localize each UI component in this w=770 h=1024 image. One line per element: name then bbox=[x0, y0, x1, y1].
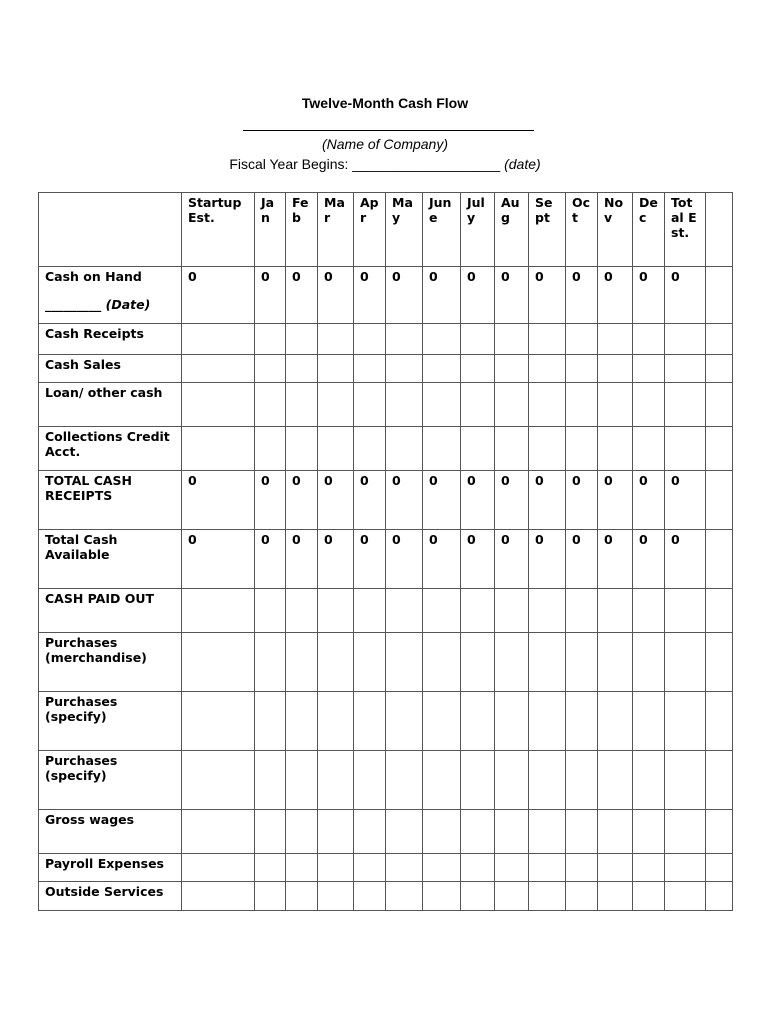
value-cell[interactable] bbox=[529, 751, 566, 810]
value-cell[interactable] bbox=[665, 633, 706, 692]
value-cell[interactable] bbox=[529, 854, 566, 882]
value-cell[interactable] bbox=[566, 324, 598, 355]
fiscal-year-date: (date) bbox=[504, 156, 541, 172]
row-label: Purchases (merchandise) bbox=[39, 633, 182, 692]
value-cell[interactable] bbox=[706, 854, 733, 882]
fiscal-year-label: Fiscal Year Begins: ___________________ bbox=[229, 156, 505, 172]
value-cell[interactable] bbox=[255, 324, 286, 355]
value-cell[interactable] bbox=[286, 427, 318, 471]
value-cell[interactable] bbox=[182, 882, 255, 911]
value-cell[interactable] bbox=[706, 633, 733, 692]
value-cell[interactable] bbox=[461, 692, 495, 751]
table-row bbox=[39, 589, 733, 633]
value-cell[interactable]: 0 bbox=[495, 267, 529, 324]
value-cell[interactable] bbox=[598, 692, 633, 751]
value-cell[interactable] bbox=[633, 882, 665, 911]
header-cell: Startup Est. bbox=[182, 193, 255, 267]
value-cell[interactable] bbox=[461, 882, 495, 911]
value-cell[interactable] bbox=[633, 692, 665, 751]
value-cell[interactable] bbox=[286, 355, 318, 383]
row-label: Loan/ other cash bbox=[39, 383, 182, 427]
value-cell[interactable] bbox=[598, 324, 633, 355]
value-cell[interactable] bbox=[423, 324, 461, 355]
value-cell[interactable] bbox=[529, 383, 566, 427]
value-cell[interactable] bbox=[423, 427, 461, 471]
row-label bbox=[39, 267, 182, 324]
value-cell[interactable]: 0 bbox=[354, 471, 386, 530]
table-row bbox=[39, 633, 733, 692]
value-cell[interactable] bbox=[665, 589, 706, 633]
value-cell[interactable]: 0 bbox=[495, 530, 529, 589]
row-label: Cash Receipts bbox=[39, 324, 182, 355]
value-cell[interactable] bbox=[665, 882, 706, 911]
value-cell[interactable] bbox=[529, 427, 566, 471]
value-cell[interactable]: 0 bbox=[182, 267, 255, 324]
value-cell[interactable] bbox=[566, 882, 598, 911]
value-cell[interactable] bbox=[706, 882, 733, 911]
value-cell[interactable] bbox=[318, 427, 354, 471]
value-cell[interactable] bbox=[495, 633, 529, 692]
value-cell[interactable] bbox=[386, 589, 423, 633]
value-cell[interactable] bbox=[386, 427, 423, 471]
value-cell[interactable] bbox=[354, 692, 386, 751]
value-cell[interactable] bbox=[255, 810, 286, 854]
value-cell[interactable] bbox=[665, 751, 706, 810]
value-cell[interactable] bbox=[566, 589, 598, 633]
value-cell[interactable] bbox=[461, 427, 495, 471]
value-cell[interactable] bbox=[255, 882, 286, 911]
table-row bbox=[39, 530, 733, 589]
value-cell[interactable]: 0 bbox=[286, 471, 318, 530]
value-cell[interactable] bbox=[566, 633, 598, 692]
value-cell[interactable] bbox=[255, 751, 286, 810]
value-cell[interactable] bbox=[598, 383, 633, 427]
date-blank: _________ bbox=[45, 297, 102, 312]
value-cell[interactable] bbox=[182, 633, 255, 692]
value-cell[interactable] bbox=[423, 383, 461, 427]
value-cell[interactable] bbox=[354, 383, 386, 427]
value-cell[interactable]: 0 bbox=[286, 267, 318, 324]
value-cell[interactable]: 0 bbox=[598, 471, 633, 530]
value-cell[interactable] bbox=[495, 355, 529, 383]
value-cell[interactable] bbox=[529, 882, 566, 911]
value-cell[interactable] bbox=[318, 882, 354, 911]
value-cell[interactable] bbox=[495, 589, 529, 633]
value-cell[interactable]: 0 bbox=[529, 530, 566, 589]
value-cell[interactable] bbox=[461, 383, 495, 427]
value-cell[interactable] bbox=[706, 324, 733, 355]
value-cell[interactable] bbox=[665, 355, 706, 383]
value-cell[interactable] bbox=[354, 355, 386, 383]
value-cell[interactable] bbox=[529, 633, 566, 692]
table-row bbox=[39, 355, 733, 383]
header-cell bbox=[39, 193, 182, 267]
value-cell[interactable] bbox=[598, 427, 633, 471]
header-cell: Feb bbox=[286, 193, 318, 267]
value-cell[interactable] bbox=[182, 324, 255, 355]
value-cell[interactable] bbox=[286, 751, 318, 810]
value-cell[interactable]: 0 bbox=[529, 471, 566, 530]
value-cell[interactable] bbox=[461, 633, 495, 692]
value-cell[interactable] bbox=[633, 324, 665, 355]
value-cell[interactable] bbox=[461, 854, 495, 882]
value-cell[interactable]: 0 bbox=[354, 267, 386, 324]
value-cell[interactable]: 0 bbox=[461, 530, 495, 589]
header-cell: May bbox=[386, 193, 423, 267]
value-cell[interactable] bbox=[386, 324, 423, 355]
value-cell[interactable] bbox=[386, 810, 423, 854]
table-row bbox=[39, 427, 733, 471]
value-cell[interactable] bbox=[495, 882, 529, 911]
value-cell[interactable] bbox=[495, 751, 529, 810]
row-label: Purchases (specify) bbox=[39, 751, 182, 810]
value-cell[interactable] bbox=[354, 633, 386, 692]
header-cell: Dec bbox=[633, 193, 665, 267]
value-cell[interactable] bbox=[706, 589, 733, 633]
value-cell[interactable]: 0 bbox=[633, 530, 665, 589]
value-cell[interactable]: 0 bbox=[423, 530, 461, 589]
value-cell[interactable] bbox=[354, 324, 386, 355]
value-cell[interactable] bbox=[633, 633, 665, 692]
value-cell[interactable] bbox=[529, 692, 566, 751]
value-cell[interactable] bbox=[255, 355, 286, 383]
value-cell[interactable] bbox=[706, 692, 733, 751]
value-cell[interactable] bbox=[318, 324, 354, 355]
table-row bbox=[39, 692, 733, 751]
value-cell[interactable] bbox=[255, 383, 286, 427]
value-cell[interactable] bbox=[286, 324, 318, 355]
value-cell[interactable] bbox=[461, 324, 495, 355]
table-row bbox=[39, 810, 733, 854]
value-cell[interactable] bbox=[633, 427, 665, 471]
header-row bbox=[39, 193, 733, 267]
value-cell[interactable] bbox=[286, 383, 318, 427]
value-cell[interactable] bbox=[495, 810, 529, 854]
value-cell[interactable]: 0 bbox=[255, 267, 286, 324]
value-cell[interactable] bbox=[423, 355, 461, 383]
value-cell[interactable]: 0 bbox=[665, 471, 706, 530]
value-cell[interactable] bbox=[566, 810, 598, 854]
row-label: CASH PAID OUT bbox=[39, 589, 182, 633]
value-cell[interactable] bbox=[633, 383, 665, 427]
value-cell[interactable] bbox=[495, 324, 529, 355]
value-cell[interactable] bbox=[182, 810, 255, 854]
value-cell[interactable] bbox=[423, 692, 461, 751]
value-cell[interactable] bbox=[318, 692, 354, 751]
value-cell[interactable]: 0 bbox=[286, 530, 318, 589]
value-cell[interactable]: 0 bbox=[633, 471, 665, 530]
value-cell[interactable]: 0 bbox=[529, 267, 566, 324]
value-cell[interactable] bbox=[706, 471, 733, 530]
cash-flow-table bbox=[38, 192, 733, 911]
header-cell: Apr bbox=[354, 193, 386, 267]
value-cell[interactable]: 0 bbox=[423, 267, 461, 324]
value-cell[interactable] bbox=[386, 383, 423, 427]
table-row bbox=[39, 854, 733, 882]
value-cell[interactable] bbox=[386, 633, 423, 692]
value-cell[interactable] bbox=[182, 692, 255, 751]
value-cell[interactable] bbox=[354, 751, 386, 810]
table-row bbox=[39, 324, 733, 355]
value-cell[interactable] bbox=[598, 882, 633, 911]
value-cell[interactable] bbox=[255, 633, 286, 692]
row-label: TOTAL CASH RECEIPTS bbox=[39, 471, 182, 530]
value-cell[interactable] bbox=[354, 882, 386, 911]
value-cell[interactable]: 0 bbox=[461, 267, 495, 324]
value-cell[interactable] bbox=[566, 427, 598, 471]
value-cell[interactable] bbox=[423, 854, 461, 882]
table-row bbox=[39, 882, 733, 911]
value-cell[interactable]: 0 bbox=[598, 267, 633, 324]
value-cell[interactable] bbox=[423, 882, 461, 911]
value-cell[interactable] bbox=[461, 589, 495, 633]
value-cell[interactable] bbox=[286, 633, 318, 692]
value-cell[interactable] bbox=[665, 810, 706, 854]
value-cell[interactable] bbox=[529, 355, 566, 383]
value-cell[interactable]: 0 bbox=[255, 471, 286, 530]
value-cell[interactable] bbox=[255, 589, 286, 633]
value-cell[interactable] bbox=[566, 854, 598, 882]
value-cell[interactable] bbox=[598, 751, 633, 810]
row-label: Gross wages bbox=[39, 810, 182, 854]
value-cell[interactable] bbox=[633, 810, 665, 854]
value-cell[interactable]: 0 bbox=[318, 530, 354, 589]
value-cell[interactable] bbox=[706, 267, 733, 324]
value-cell[interactable] bbox=[182, 751, 255, 810]
value-cell[interactable] bbox=[386, 692, 423, 751]
value-cell[interactable] bbox=[386, 882, 423, 911]
value-cell[interactable] bbox=[566, 383, 598, 427]
table-body bbox=[39, 267, 733, 911]
value-cell[interactable] bbox=[495, 854, 529, 882]
value-cell[interactable]: 0 bbox=[318, 267, 354, 324]
value-cell[interactable] bbox=[386, 751, 423, 810]
value-cell[interactable] bbox=[461, 355, 495, 383]
cash-on-hand-label: Cash on Hand bbox=[45, 269, 142, 284]
cash-on-hand-date bbox=[45, 297, 175, 312]
value-cell[interactable] bbox=[529, 324, 566, 355]
value-cell[interactable]: 0 bbox=[598, 530, 633, 589]
value-cell[interactable]: 0 bbox=[665, 267, 706, 324]
value-cell[interactable] bbox=[286, 589, 318, 633]
value-cell[interactable] bbox=[598, 810, 633, 854]
row-label: Payroll Expenses bbox=[39, 854, 182, 882]
value-cell[interactable]: 0 bbox=[318, 471, 354, 530]
header-cell: Aug bbox=[495, 193, 529, 267]
table-row bbox=[39, 751, 733, 810]
value-cell[interactable] bbox=[255, 854, 286, 882]
value-cell[interactable] bbox=[566, 355, 598, 383]
value-cell[interactable] bbox=[318, 751, 354, 810]
value-cell[interactable] bbox=[318, 810, 354, 854]
value-cell[interactable] bbox=[286, 882, 318, 911]
value-cell[interactable] bbox=[423, 589, 461, 633]
value-cell[interactable] bbox=[706, 751, 733, 810]
document-title: Twelve-Month Cash Flow bbox=[301, 95, 469, 111]
value-cell[interactable] bbox=[461, 810, 495, 854]
value-cell[interactable] bbox=[665, 383, 706, 427]
value-cell[interactable] bbox=[566, 692, 598, 751]
company-name-placeholder: (Name of Company) bbox=[321, 136, 449, 152]
value-cell[interactable] bbox=[318, 854, 354, 882]
value-cell[interactable]: 0 bbox=[566, 471, 598, 530]
value-cell[interactable] bbox=[182, 355, 255, 383]
value-cell[interactable] bbox=[182, 589, 255, 633]
company-name-line bbox=[243, 130, 534, 131]
value-cell[interactable] bbox=[566, 751, 598, 810]
value-cell[interactable]: 0 bbox=[633, 267, 665, 324]
value-cell[interactable] bbox=[354, 810, 386, 854]
value-cell[interactable]: 0 bbox=[386, 471, 423, 530]
value-cell[interactable] bbox=[665, 854, 706, 882]
value-cell[interactable] bbox=[182, 427, 255, 471]
value-cell[interactable] bbox=[495, 383, 529, 427]
row-label: Cash Sales bbox=[39, 355, 182, 383]
value-cell[interactable]: 0 bbox=[566, 267, 598, 324]
value-cell[interactable] bbox=[633, 854, 665, 882]
header-cell: Total Est. bbox=[665, 193, 706, 267]
header-cell bbox=[706, 193, 733, 267]
row-label: Outside Services bbox=[39, 882, 182, 911]
value-cell[interactable] bbox=[354, 427, 386, 471]
value-cell[interactable]: 0 bbox=[461, 471, 495, 530]
value-cell[interactable] bbox=[286, 854, 318, 882]
value-cell[interactable] bbox=[318, 633, 354, 692]
value-cell[interactable] bbox=[706, 355, 733, 383]
value-cell[interactable] bbox=[598, 589, 633, 633]
value-cell[interactable] bbox=[423, 810, 461, 854]
header-cell: Nov bbox=[598, 193, 633, 267]
row-label: Total Cash Available bbox=[39, 530, 182, 589]
value-cell[interactable] bbox=[386, 355, 423, 383]
value-cell[interactable] bbox=[706, 810, 733, 854]
value-cell[interactable] bbox=[182, 383, 255, 427]
row-label: Collections Credit Acct. bbox=[39, 427, 182, 471]
value-cell[interactable] bbox=[665, 427, 706, 471]
value-cell[interactable] bbox=[495, 427, 529, 471]
value-cell[interactable] bbox=[495, 692, 529, 751]
value-cell[interactable] bbox=[423, 633, 461, 692]
value-cell[interactable] bbox=[255, 427, 286, 471]
value-cell[interactable]: 0 bbox=[182, 471, 255, 530]
value-cell[interactable] bbox=[461, 751, 495, 810]
value-cell[interactable] bbox=[706, 383, 733, 427]
value-cell[interactable] bbox=[286, 692, 318, 751]
value-cell[interactable] bbox=[255, 692, 286, 751]
value-cell[interactable]: 0 bbox=[182, 530, 255, 589]
value-cell[interactable]: 0 bbox=[495, 471, 529, 530]
value-cell[interactable] bbox=[386, 854, 423, 882]
value-cell[interactable] bbox=[706, 530, 733, 589]
value-cell[interactable]: 0 bbox=[386, 530, 423, 589]
value-cell[interactable] bbox=[423, 751, 461, 810]
header-cell: Sept bbox=[529, 193, 566, 267]
value-cell[interactable] bbox=[665, 324, 706, 355]
table-row bbox=[39, 267, 733, 324]
value-cell[interactable] bbox=[318, 355, 354, 383]
header-cell: Jan bbox=[255, 193, 286, 267]
value-cell[interactable] bbox=[598, 355, 633, 383]
header-cell: Oct bbox=[566, 193, 598, 267]
value-cell[interactable] bbox=[529, 589, 566, 633]
fiscal-year-line bbox=[0, 156, 770, 172]
value-cell[interactable]: 0 bbox=[665, 530, 706, 589]
value-cell[interactable]: 0 bbox=[255, 530, 286, 589]
value-cell[interactable] bbox=[529, 810, 566, 854]
header-cell: June bbox=[423, 193, 461, 267]
value-cell[interactable] bbox=[706, 427, 733, 471]
value-cell[interactable]: 0 bbox=[566, 530, 598, 589]
value-cell[interactable] bbox=[633, 751, 665, 810]
value-cell[interactable] bbox=[665, 692, 706, 751]
value-cell[interactable] bbox=[354, 589, 386, 633]
table-row bbox=[39, 471, 733, 530]
value-cell[interactable] bbox=[318, 589, 354, 633]
date-label: (Date) bbox=[105, 297, 151, 312]
value-cell[interactable]: 0 bbox=[386, 267, 423, 324]
value-cell[interactable] bbox=[633, 355, 665, 383]
value-cell[interactable] bbox=[598, 633, 633, 692]
value-cell[interactable] bbox=[286, 810, 318, 854]
value-cell[interactable]: 0 bbox=[423, 471, 461, 530]
value-cell[interactable]: 0 bbox=[354, 530, 386, 589]
value-cell[interactable] bbox=[633, 589, 665, 633]
header-cell: Mar bbox=[318, 193, 354, 267]
value-cell[interactable] bbox=[182, 854, 255, 882]
value-cell[interactable] bbox=[318, 383, 354, 427]
row-label: Purchases (specify) bbox=[39, 692, 182, 751]
value-cell[interactable] bbox=[598, 854, 633, 882]
value-cell[interactable] bbox=[354, 854, 386, 882]
table-row bbox=[39, 383, 733, 427]
header-cell: July bbox=[461, 193, 495, 267]
